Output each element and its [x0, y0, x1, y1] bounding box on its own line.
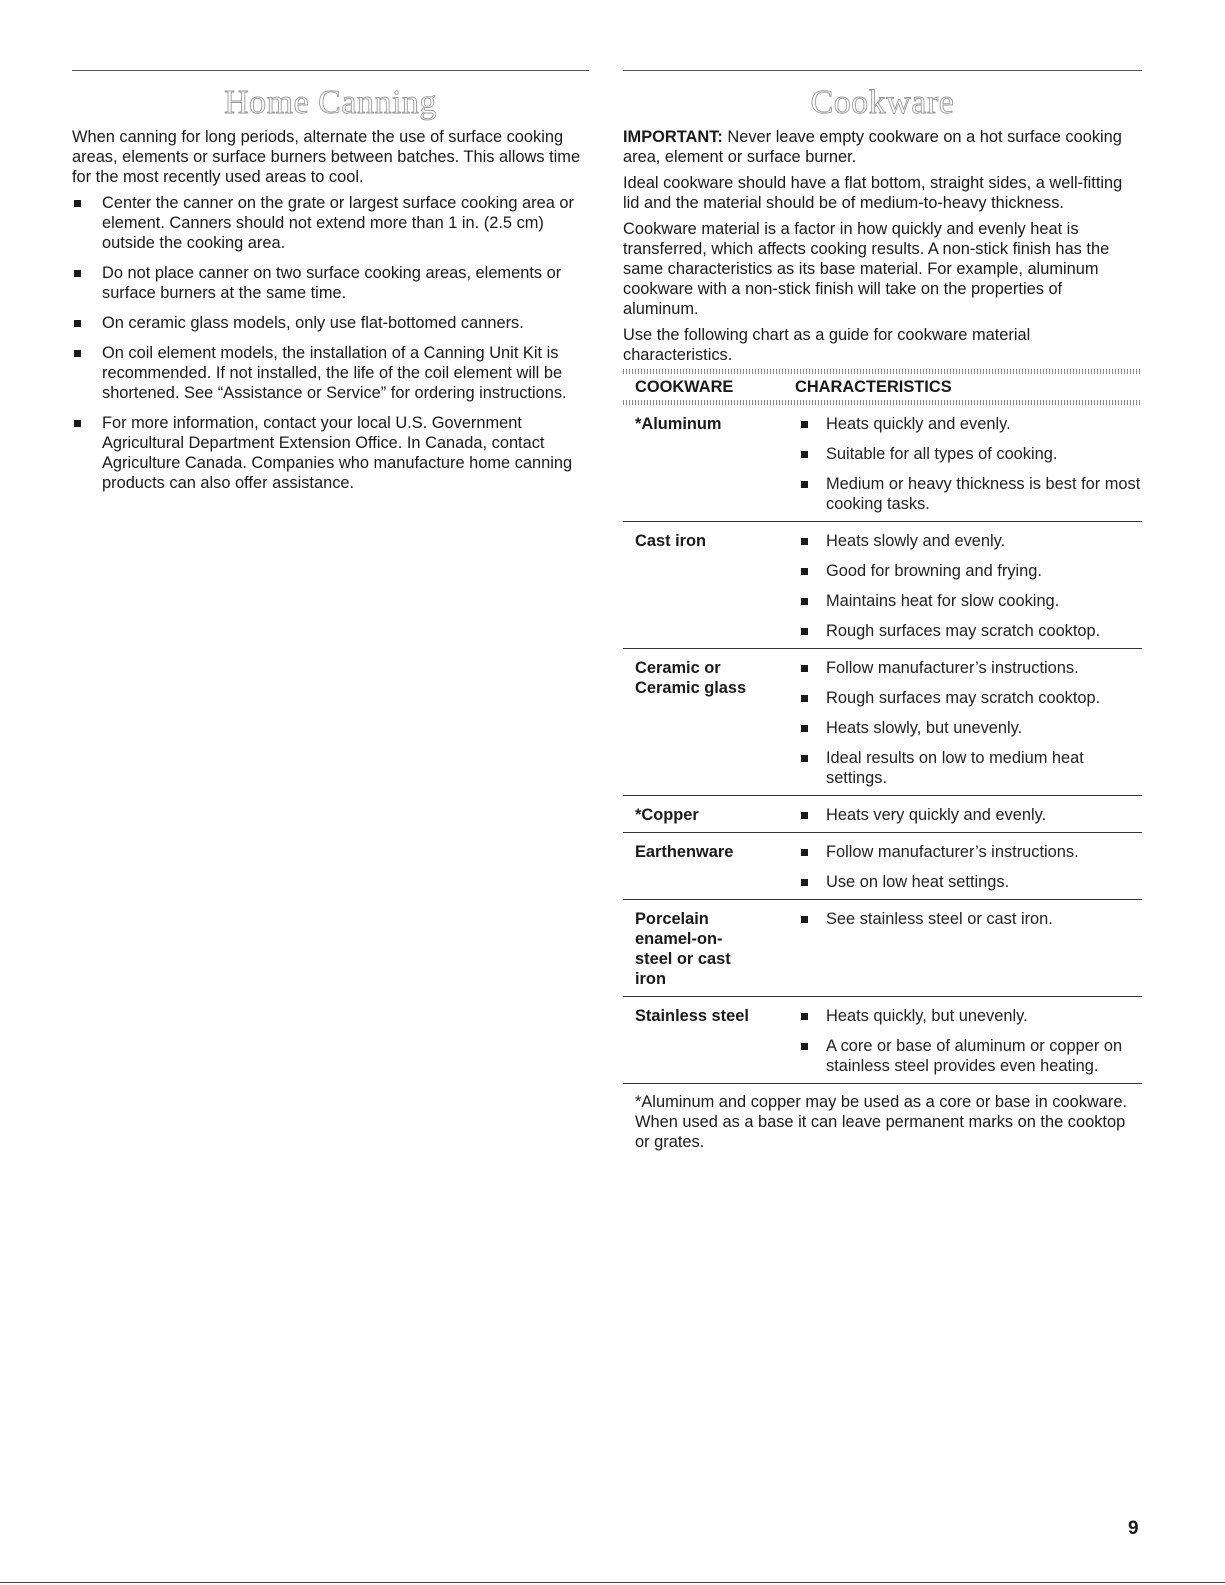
bullet-square-icon [801, 1043, 808, 1050]
list-item [785, 531, 1142, 551]
list-item-text: Good for browning and frying. [826, 562, 1042, 580]
material-name: *Copper [635, 806, 699, 824]
list-item-text: For more information, contact your local U.S. Government Agricultural Department Extension Office. In Canada, contact Agriculture Canada. Companies who manufacture home canning products can also offer assistance. [102, 414, 573, 492]
list-item-text: Maintains heat for slow cooking. [826, 592, 1060, 610]
bullet-square-icon [801, 812, 808, 819]
list-item-text: Rough surfaces may scratch cooktop. [826, 622, 1101, 640]
cookware-paragraph: Use the following chart as a guide for cookware material characteristics. [623, 326, 1031, 364]
table-row [623, 796, 1142, 833]
list-item-text: Center the canner on the grate or largest surface cooking area or element. Canners should not extend more than 1 in. (2.5 cm) outside the cooking area. [102, 194, 574, 252]
list-item-text: Heats slowly and evenly. [826, 532, 1006, 550]
list-item-text: A core or base of aluminum or copper on stainless steel provides even heating. [826, 1037, 1123, 1075]
bullet-square-icon [801, 725, 808, 732]
material-name: *Aluminum [635, 415, 722, 433]
list-item-text: Do not place canner on two surface cooking areas, elements or surface burners at the same time. [102, 264, 562, 302]
header-characteristics: CHARACTERISTICS [795, 378, 952, 396]
bullet-square-icon [801, 421, 808, 428]
material-name: Ceramic or Ceramic glass [635, 659, 747, 697]
list-item [785, 1006, 1142, 1026]
material-name: Porcelain enamel-on-steel or cast iron [635, 910, 731, 988]
list-item [785, 658, 1142, 678]
list-item [72, 343, 589, 403]
list-item [72, 313, 589, 333]
important-label: IMPORTANT: [623, 128, 723, 146]
list-item [785, 444, 1142, 464]
material-name: Stainless steel [635, 1007, 749, 1025]
list-item-text: Medium or heavy thickness is best for most cooking tasks. [826, 475, 1141, 513]
bullet-square-icon [74, 320, 81, 327]
list-item [785, 872, 1142, 892]
home-canning-title: Home Canning [224, 84, 437, 121]
bullet-square-icon [801, 481, 808, 488]
list-item-text: Ideal results on low to medium heat settings. [826, 749, 1084, 787]
home-canning-section [72, 70, 589, 503]
list-item-text: Use on low heat settings. [826, 873, 1010, 891]
important-text: Never leave empty cookware on a hot surface cooking area, element or surface burner. [623, 128, 1122, 166]
list-item-text: Rough surfaces may scratch cooktop. [826, 689, 1101, 707]
bullet-square-icon [74, 270, 81, 277]
characteristics-list [785, 531, 1142, 641]
list-item [785, 1036, 1142, 1076]
bullet-square-icon [801, 538, 808, 545]
material-name: Cast iron [635, 532, 707, 550]
bullet-square-icon [801, 849, 808, 856]
home-canning-list [72, 193, 589, 493]
header-cookware: COOKWARE [635, 378, 734, 396]
list-item [785, 909, 1142, 929]
bullet-square-icon [801, 598, 808, 605]
list-item [785, 842, 1142, 862]
characteristics-list [785, 805, 1142, 825]
list-item-text: Follow manufacturer’s instructions. [826, 843, 1079, 861]
section-top-rule [72, 70, 589, 71]
bullet-square-icon [801, 665, 808, 672]
characteristics-list [785, 1006, 1142, 1076]
list-item-text: See stainless steel or cast iron. [826, 910, 1053, 928]
characteristics-list [785, 842, 1142, 892]
material-name: Earthenware [635, 843, 734, 861]
table-row [623, 405, 1142, 522]
bullet-square-icon [801, 451, 808, 458]
list-item [785, 688, 1142, 708]
table-row [623, 522, 1142, 649]
bullet-square-icon [74, 420, 81, 427]
table-row [623, 649, 1142, 796]
list-item [785, 805, 1142, 825]
list-item-text: On ceramic glass models, only use flat-bottomed canners. [102, 314, 524, 332]
list-item-text: Heats quickly, but unevenly. [826, 1007, 1028, 1025]
bullet-square-icon [801, 1013, 808, 1020]
bullet-square-icon [801, 695, 808, 702]
list-item [785, 474, 1142, 514]
list-item-text: Heats quickly and evenly. [826, 415, 1011, 433]
cookware-title: Cookware [810, 84, 955, 121]
list-item [785, 718, 1142, 738]
list-item [72, 263, 589, 303]
page-number: 9 [1128, 1518, 1139, 1539]
table-row [623, 997, 1142, 1084]
list-item-text: Heats very quickly and evenly. [826, 806, 1047, 824]
cookware-paragraph: Ideal cookware should have a flat bottom, straight sides, a well-fitting lid and the material should be of medium-to-heavy thickness. [623, 174, 1123, 212]
characteristics-list [785, 658, 1142, 788]
list-item [72, 413, 589, 493]
characteristics-list [785, 414, 1142, 514]
list-item-text: Suitable for all types of cooking. [826, 445, 1058, 463]
home-canning-intro: When canning for long periods, alternate the use of surface cooking areas, elements or surface burners between batches. This allows time for the most recently used areas to cool. [72, 128, 581, 186]
bullet-square-icon [801, 628, 808, 635]
section-top-rule [623, 70, 1142, 71]
table-header [623, 374, 1142, 400]
list-item-text: On coil element models, the installation of a Canning Unit Kit is recommended. If not installed, the life of the coil element will be shortened. See “Assistance or Service” for ordering instructions. [102, 344, 567, 402]
list-item [785, 621, 1142, 641]
list-item-text: Heats slowly, but unevenly. [826, 719, 1023, 737]
list-item [785, 414, 1142, 434]
characteristics-list [785, 909, 1142, 989]
important-note [623, 127, 1142, 167]
list-item [785, 561, 1142, 581]
bullet-square-icon [74, 350, 81, 357]
bullet-square-icon [801, 879, 808, 886]
cookware-paragraph: Cookware material is a factor in how quickly and evenly heat is transferred, which affects cooking results. A non-stick finish has the same characteristics as its base material. For example, aluminum cookware with a non-stick finish will take on the properties of aluminum. [623, 220, 1110, 318]
bullet-square-icon [801, 568, 808, 575]
cookware-section [623, 70, 1142, 1152]
page-bottom-rule [0, 1582, 1225, 1583]
bullet-square-icon [801, 916, 808, 923]
cookware-table [623, 369, 1142, 1152]
list-item-text: Follow manufacturer’s instructions. [826, 659, 1079, 677]
table-row [623, 900, 1142, 997]
table-footnote: *Aluminum and copper may be used as a core or base in cookware. When used as a base it can leave permanent marks on the cooktop or grates. [635, 1093, 1127, 1151]
list-item [72, 193, 589, 253]
bullet-square-icon [74, 200, 81, 207]
list-item [785, 748, 1142, 788]
bullet-square-icon [801, 755, 808, 762]
table-row [623, 833, 1142, 900]
list-item [785, 591, 1142, 611]
